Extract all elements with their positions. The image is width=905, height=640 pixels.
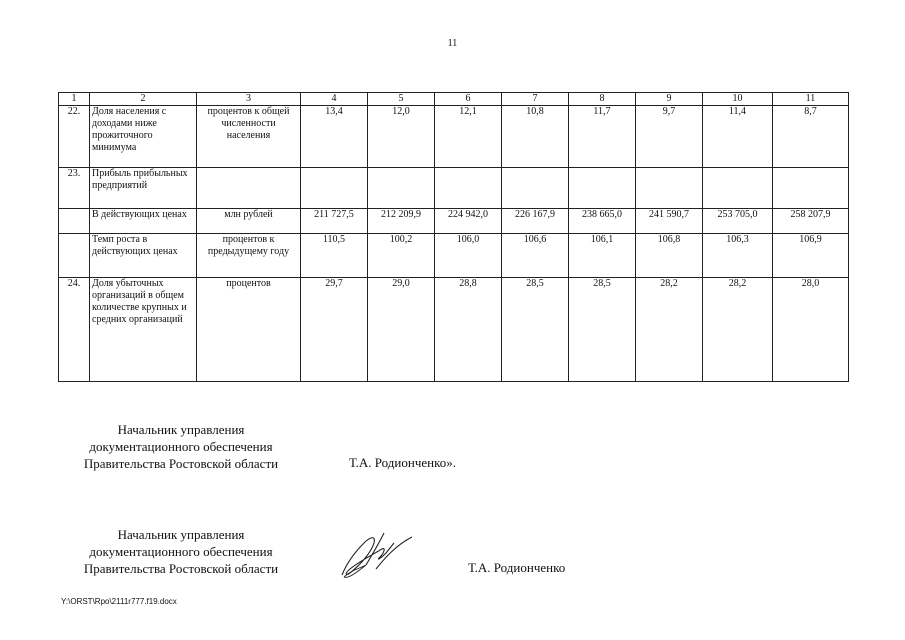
value-cell: 100,2 <box>368 234 435 278</box>
value-cell: 106,1 <box>569 234 636 278</box>
value-cell: 258 207,9 <box>773 209 849 234</box>
position-line: Начальник управления <box>117 422 245 437</box>
value-cell <box>435 168 502 209</box>
position-line: документационного обеспечения <box>89 544 273 559</box>
position-line: Правительства Ростовской области <box>83 456 279 471</box>
unit-of-measure: млн рублей <box>197 209 301 234</box>
header-cell: 6 <box>435 93 502 106</box>
unit-of-measure <box>197 168 301 209</box>
indicator-name: Доля населения с доходами ниже прожиточного минимума <box>90 106 197 168</box>
unit-of-measure: процентов <box>197 278 301 382</box>
value-cell: 106,8 <box>636 234 703 278</box>
header-cell: 5 <box>368 93 435 106</box>
page-number: 11 <box>447 38 458 49</box>
row-number: 24. <box>59 278 90 382</box>
value-cell: 28,2 <box>636 278 703 382</box>
position-line: Правительства Ростовской области <box>83 561 279 576</box>
value-cell: 28,5 <box>569 278 636 382</box>
signature-block-2 <box>61 526 301 577</box>
value-cell: 9,7 <box>636 106 703 168</box>
value-cell: 241 590,7 <box>636 209 703 234</box>
value-cell <box>569 168 636 209</box>
signatory-name-1: Т.А. Родионченко». <box>349 455 457 470</box>
value-cell: 13,4 <box>301 106 368 168</box>
header-cell: 3 <box>197 93 301 106</box>
indicator-name: В действующих ценах <box>90 209 197 234</box>
value-cell: 12,0 <box>368 106 435 168</box>
table-header-row <box>59 93 849 106</box>
row-number <box>59 234 90 278</box>
value-cell: 8,7 <box>773 106 849 168</box>
table-row <box>59 209 849 234</box>
header-cell: 2 <box>90 93 197 106</box>
header-cell: 1 <box>59 93 90 106</box>
header-cell: 9 <box>636 93 703 106</box>
header-cell: 10 <box>703 93 773 106</box>
row-number: 22. <box>59 106 90 168</box>
value-cell: 238 665,0 <box>569 209 636 234</box>
file-path: Y:\ORST\Rpo\2111r777.f19.docx <box>61 597 177 606</box>
value-cell: 12,1 <box>435 106 502 168</box>
value-cell: 224 942,0 <box>435 209 502 234</box>
value-cell: 28,5 <box>502 278 569 382</box>
value-cell <box>502 168 569 209</box>
table-row <box>59 234 849 278</box>
value-cell: 29,7 <box>301 278 368 382</box>
position-line: документационного обеспечения <box>89 439 273 454</box>
header-cell: 7 <box>502 93 569 106</box>
value-cell <box>368 168 435 209</box>
header-cell: 8 <box>569 93 636 106</box>
value-cell: 106,6 <box>502 234 569 278</box>
value-cell: 106,0 <box>435 234 502 278</box>
indicator-name: Доля убыточных организаций в общем количестве крупных и средних организаций <box>90 278 197 382</box>
value-cell: 11,7 <box>569 106 636 168</box>
value-cell: 253 705,0 <box>703 209 773 234</box>
value-cell: 110,5 <box>301 234 368 278</box>
value-cell: 11,4 <box>703 106 773 168</box>
position-line: Начальник управления <box>117 527 245 542</box>
value-cell <box>773 168 849 209</box>
value-cell <box>703 168 773 209</box>
row-number <box>59 209 90 234</box>
value-cell <box>301 168 368 209</box>
value-cell: 28,2 <box>703 278 773 382</box>
table-row <box>59 168 849 209</box>
header-cell: 4 <box>301 93 368 106</box>
value-cell: 10,8 <box>502 106 569 168</box>
signatory-name-2: Т.А. Родионченко <box>468 560 566 575</box>
value-cell: 28,8 <box>435 278 502 382</box>
value-cell: 29,0 <box>368 278 435 382</box>
table-row <box>59 106 849 168</box>
value-cell: 106,9 <box>773 234 849 278</box>
value-cell: 211 727,5 <box>301 209 368 234</box>
signature-block-1 <box>61 421 301 472</box>
statistics-table <box>58 92 849 382</box>
indicator-name: Темп роста в действующих ценах <box>90 234 197 278</box>
unit-of-measure: процентов к предыдущему году <box>197 234 301 278</box>
row-number: 23. <box>59 168 90 209</box>
value-cell: 106,3 <box>703 234 773 278</box>
unit-of-measure: процентов к общей численности населения <box>197 106 301 168</box>
value-cell: 226 167,9 <box>502 209 569 234</box>
value-cell: 28,0 <box>773 278 849 382</box>
indicator-name: Прибыль прибыльных предприятий <box>90 168 197 209</box>
value-cell <box>636 168 703 209</box>
value-cell: 212 209,9 <box>368 209 435 234</box>
table-row <box>59 278 849 382</box>
handwritten-signature <box>336 525 416 585</box>
header-cell: 11 <box>773 93 849 106</box>
